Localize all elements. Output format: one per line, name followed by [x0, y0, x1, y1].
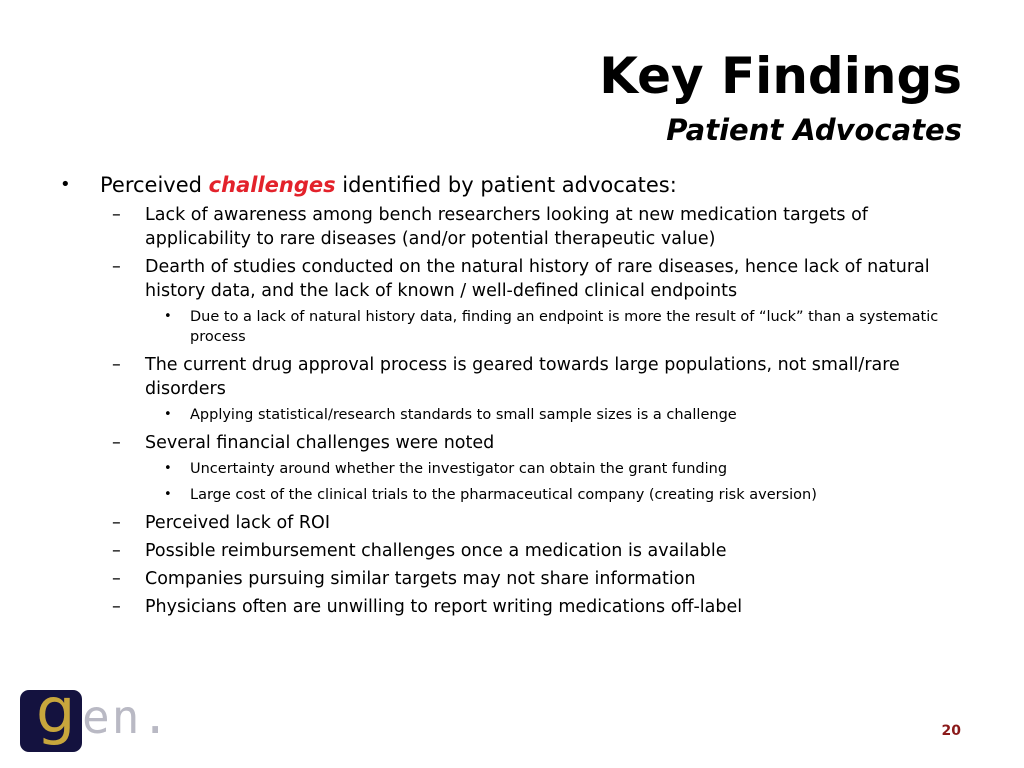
slide-title: Key Findings	[599, 47, 962, 105]
sub-sub-bullet-grant-funding	[0, 459, 968, 479]
sub-bullet-text: Companies pursuing similar targets may not share information	[145, 569, 696, 589]
dash-icon: –	[112, 355, 121, 375]
sub-sub-bullet-text: Uncertainty around whether the investigator can obtain the grant funding	[190, 461, 728, 477]
bullet-icon: •	[164, 461, 172, 476]
sub-bullet-companies	[0, 567, 965, 591]
dash-icon: –	[112, 541, 121, 561]
sub-bullet-financial	[0, 431, 965, 455]
dash-icon: –	[112, 597, 121, 617]
sub-bullet-text: Several financial challenges were noted	[145, 433, 495, 453]
main-bullet-suffix: identified by patient advocates:	[335, 173, 677, 197]
sub-sub-bullet-luck	[0, 307, 968, 347]
bullet-icon: •	[164, 487, 172, 502]
sub-sub-bullet-text: Applying statistical/research standards to small sample sizes is a challenge	[190, 407, 737, 423]
sub-sub-bullet-text: Large cost of the clinical trials to the pharmaceutical company (creating risk aversion)	[190, 487, 817, 503]
dash-icon: –	[112, 205, 121, 225]
bullet-icon: •	[60, 174, 71, 195]
dash-icon: –	[112, 433, 121, 453]
sub-bullet-roi	[0, 511, 965, 535]
sub-bullet-text: Physicians often are unwilling to report writing medications off-label	[145, 597, 743, 617]
page-number: 20	[941, 723, 961, 739]
sub-bullet-text: Dearth of studies conducted on the natural history of rare diseases, hence lack of natural history data, and the lack of known / well-defined clinical endpoints	[145, 257, 930, 301]
sub-bullet-physicians	[0, 595, 965, 619]
sub-sub-bullet-trial-cost	[0, 485, 968, 505]
slide-subtitle: Patient Advocates	[666, 113, 962, 147]
main-bullet	[0, 170, 980, 200]
sub-sub-bullet-text: Due to a lack of natural history data, finding an endpoint is more the result of “luck” than a systematic process	[190, 309, 939, 345]
sub-bullet-natural-history	[0, 255, 965, 303]
sub-bullet-text: Perceived lack of ROI	[145, 513, 330, 533]
sub-sub-bullet-sample-sizes	[0, 405, 968, 425]
dash-icon: –	[112, 569, 121, 589]
sub-bullet-text: The current drug approval process is geared towards large populations, not small/rare disorders	[145, 355, 900, 399]
sub-bullet-text: Possible reimbursement challenges once a medication is available	[145, 541, 727, 561]
bullet-icon: •	[164, 407, 172, 422]
main-bullet-highlight: challenges	[208, 173, 336, 197]
dash-icon: –	[112, 513, 121, 533]
sub-bullet-approval-process	[0, 353, 965, 401]
sub-bullet-reimbursement	[0, 539, 965, 563]
gen-logo	[20, 674, 190, 756]
sub-bullet-awareness	[0, 203, 965, 251]
main-bullet-prefix: Perceived	[100, 173, 209, 197]
logo-letter: g	[36, 674, 76, 747]
logo-text: en.	[82, 690, 172, 744]
dash-icon: –	[112, 257, 121, 277]
sub-bullet-text: Lack of awareness among bench researchers looking at new medication targets of applicability to rare diseases (and/or potential therapeutic value)	[145, 205, 868, 249]
bullet-icon: •	[164, 309, 172, 324]
slide-content	[0, 170, 1024, 623]
